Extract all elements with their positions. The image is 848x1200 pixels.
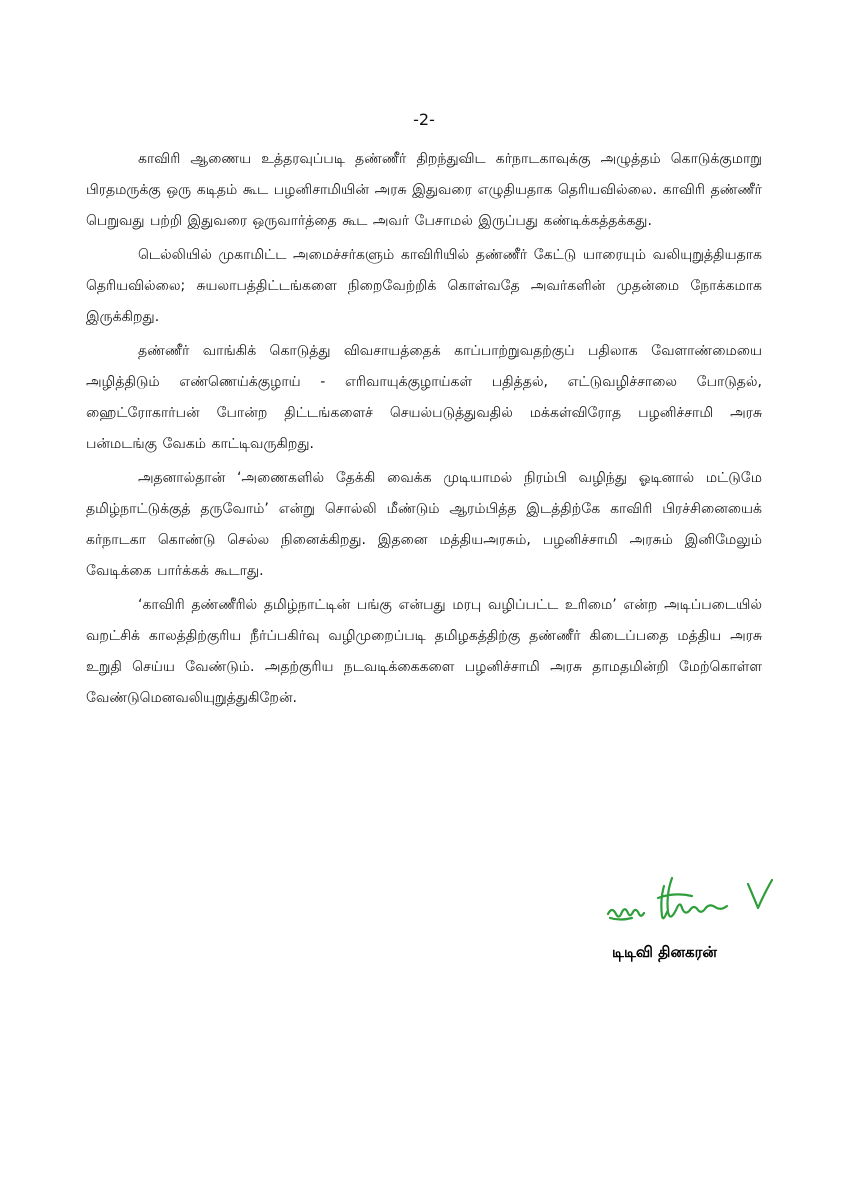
paragraph-4: அதனால்தான் ‘அணைகளில் தேக்கி வைக்க முடியாமல் நிரம்பி வழிந்து ஓடினால் மட்டுமே தமிழ்நாட்டுக்குத் தருவோம்’ என்று சொல்லி மீண்டும் ஆரம்பித்த இடத்திற்கே காவிரி பிரச்சினையைக் கர்நாடகா கொண்டு செல்ல நினைக்கிறது. இதனை மத்தியஅரசும், பழனிச்சாமி அரசும் இனிமேலும் வேடிக்கை பார்க்கக் கூடாது. [86,470,762,579]
page-number: -2- [413,110,435,129]
paragraph-5: ‘காவிரி தண்ணீரில் தமிழ்நாட்டின் பங்கு என்பது மரபு வழிப்பட்ட உரிமை’ என்ற அடிப்படையில் வறட்சிக் காலத்திற்குரிய நீர்ப்பகிர்வு வழிமுறைப்படி தமிழகத்திற்கு தண்ணீர் கிடைப்பதை மத்திய அரசு உறுதி செய்ய வேண்டும். அதற்குரிய நடவடிக்கைகளை பழனிச்சாமி அரசு தாமதமின்றி மேற்கொள்ள வேண்டுமெனவலியுறுத்துகிறேன். [86,597,762,706]
paragraph-1: காவிரி ஆணைய உத்தரவுப்படி தண்ணீர் திறந்துவிட கர்நாடகாவுக்கு அழுத்தம் கொடுக்குமாறு பிரதமருக்கு ஒரு கடிதம் கூட பழனிசாமியின் அரசு இதுவரை எழுதியதாக தெரியவில்லை. காவிரி தண்ணீர் பெறுவது பற்றி இதுவரை ஒருவார்த்தை கூட அவர் பேசாமல் இருப்பது கண்டிக்கத்தக்கது. [86,151,762,229]
paragraph-3: தண்ணீர் வாங்கிக் கொடுத்து விவசாயத்தைக் காப்பாற்றுவதற்குப் பதிலாக வேளாண்மையை அழித்திடும் எண்ணெய்க்குழாய் - எரிவாயுக்குழாய்கள் பதித்தல், எட்டுவழிச்சாலை போடுதல், ஹைட்ரோகார்பன் போன்ற திட்டங்களைச் செயல்படுத்துவதில் மக்கள்விரோத பழனிச்சாமி அரசு பன்மடங்கு வேகம் காட்டிவருகிறது. [86,343,762,452]
handwritten-signature [598,872,788,932]
paragraph-2: டெல்லியில் முகாமிட்ட அமைச்சர்களும் காவிரியில் தண்ணீர் கேட்டு யாரையும் வலியுறுத்தியதாக தெரியவில்லை; சுயலாபத்திட்டங்களை நிறைவேற்றிக் கொள்வதே அவர்களின் முதன்மை நோக்கமாக இருக்கிறது. [86,247,762,325]
signatory-name: டிடிவி தினகரன் [612,943,717,961]
letter-body [86,144,762,717]
